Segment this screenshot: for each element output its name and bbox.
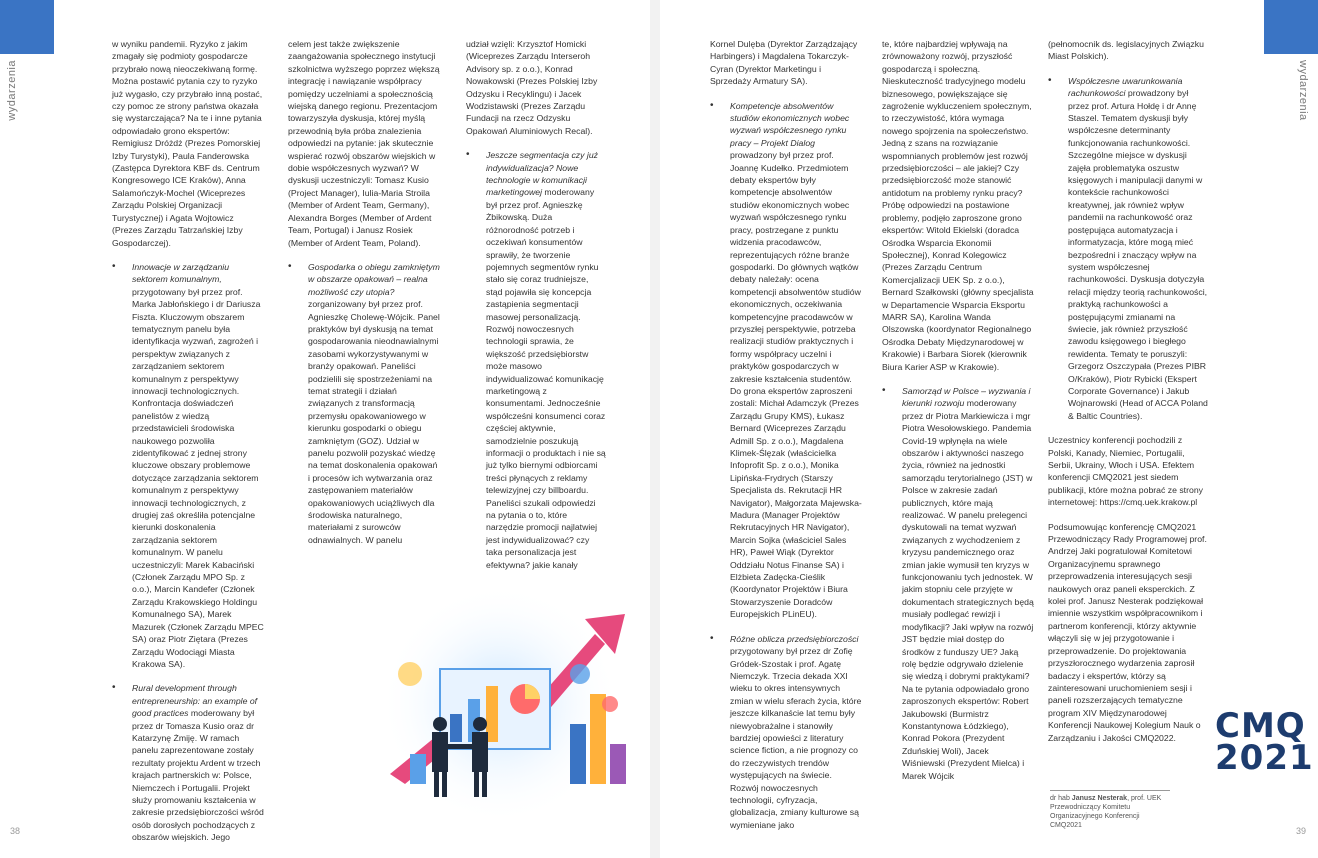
paragraph: Kornel Dulęba (Dyrektor Zarządzający Harbingers) i Magdalena Tokarczyk-Cyran (Dyrektor Marketingu i Sprzedaży Armatury SA). — [710, 39, 858, 87]
bullet-text: moderowany był przez prof. Agnieszkę Żbikowską. Duża różnorodność potrzeb i oczekiwań konsumentów sprawiły, że tworzenie pojemnych segmentów rynku stało się coraz trudniejsze, stąd pojawiła się koncepcja zastąpienia segmentacji masowej personalizacją. Rozwój nowoczesnych technologii sprawia, że większość przedsiębiorstw może masowo indywidualizować komunikację marketingową z konsumentami. Jednocześnie współcześni konsumenci coraz częściej aktywnie, samodzielnie poszukują informacji o produktach i nie są już tylko biernymi odbiorcami treści płynących z reklamy telewizyjnej czy billboardu. Paneliści szukali odpowiedzi na pytania o to, które narzędzie promocji najlatwiej jest indywidualizować? czy taka personalizacja jest efektywna? jakie kanały — [486, 187, 606, 570]
paragraph: te, które najbardziej wpływają na zrównoważony rozwój, przyszłość gospodarczą i społeczną. Nieskuteczność tradycyjnego modelu biznesowego, powiększające się zagrożenie wykluczeniem społecznym, to rzeczywistość, która wymaga nowego spojrzenia na społeczeństwo. Jedną z szans na rozwiązanie wspomnianych problemów jest rozwój przedsiębiorczości – ale jakiej? Czy przedsiębiorczość może stanowić antidotum na problemy rynku pracy? Próbę odpowiedzi na postawione problemy, podjęło zaproszone grono ekspertów: Witold Ekielski (doradca Ośrodka Wsparcia Ekonomii Społecznej), Konrad Kolegowicz (Prezes Zarządu Centrum Komercjalizacji UEK Sp. z o.o.), Bernard Szałkowski (główny specjalista w Departamencie Wsparcia Eksportu MARR SA), Karolina Wanda Olszowska (koordynator Regionalnego Ośrodka Debaty Międzynarodowej w Krakowie) i Barbara Siorek (kierownik Biura Karier ASP w Krakowie). — [882, 39, 1034, 372]
bullet-item — [288, 261, 440, 546]
bullet-item — [1048, 75, 1208, 422]
bullet-title: Współczesne uwarunkowania rachunkowości — [1068, 75, 1183, 99]
section-label-left: wydarzenia — [6, 60, 18, 121]
logo-line-2: 2021 — [1215, 738, 1314, 778]
bullet-item — [882, 385, 1034, 782]
signature-name: Janusz Nesterak — [1071, 795, 1128, 802]
paragraph: udział wzięli: Krzysztof Homicki (Wiceprezes Zarządu Interseroh Advisory sp. z o.o.), Konrad Nowakowski (Prezes Polskiej Izby Odzysku i Recyklingu) i Jacek Wodzistawski (Prezes Zarządu Fundacji na rzecz Odzysku Opakowań Aluminiowych Recal). — [466, 39, 598, 136]
business-illustration — [350, 574, 650, 824]
cmq-2021-logo — [1215, 706, 1314, 778]
bullet-text: moderowany był przez dr Tomasza Kusio oraz dr Katarzynę Żmiję. W ramach panelu zaprezentowane zostały rezultaty projektu Ardent w trzech krajach partnerskich w: Polsce, Niemczech i Portugalii. Projekt służy promowaniu kształcenia w zakresie przedsiębiorczości wśród osób dorosłych pochodzących z obszarów wiejskich. Jego — [132, 708, 264, 843]
text-column-2 — [288, 38, 440, 546]
paragraph: w wyniku pandemii. Ryzyko z jakim zmagały się podmioty gospodarcze przybrało nową nieoczekiwaną formę. Można postawić pytania czy to ryzyko już wygasło, czy przybrało inną postać, czy pomoc ze strony państwa okazała się wystarczająca? Na te i inne pytania odpowiadało grono ekspertów: Remigiusz Dróżdż (Prezes Pomorskiej Izby Turystyki), Paula Fanderowska (Zastępca Dyrektora KBF ds. Centrum Kongresowego ICE Kraków), Anna Salamończyk-Mochel (Wiceprezes Zarządu Polskiej Organizacji Turystycznej) i Agata Wojtowicz (Prezes Zarządu Tatrzańskiej Izby Gospodarczej). — [112, 39, 263, 248]
bullet-text: przygotowany był przez prof. Marka Jabłońskiego i dr Dariusza Fiszta. Kluczowym obszarem tematycznym panelu była identyfikacja wyzwań, zagrożeń i perspektyw związanych z zarządzaniem sektorem komunalnym z perspektywy innowacji technologicznych. Konfrontacja doświadczeń panelistów z wiedzą przedstawicieli środowiska naukowego pozwoliła zidentyfikować z jednej strony kluczowe obszary problemowe dotyczące zarządzania sektorem komunalnym z perspektywy innowacji technologicznych, z drugiej zaś określiła potencjalne kierunki doskonalenia zarządzania sektorem komunalnym. W panelu uczestniczyli: Marek Kabaciński (Członek Zarządu MPO Sp. z o.o.), Marcin Kandefer (Członek Zarządu Krakowskiego Holdingu Komunalnego SA), Marek Mazurek (Członek Zarządu MPEC SA) oraz Piotr Ziętara (Prezes Zarządu Wodociągi Miasta Krakowa SA). — [132, 286, 264, 669]
logo-line-1: CMQ — [1215, 706, 1306, 746]
section-label-right: wydarzenia — [1297, 60, 1309, 121]
paragraph: Podsumowując konferencję CMQ2021 Przewodniczący Rady Programowej prof. Andrzej Jaki pogratulował Komitetowi Organizacyjnemu sprawnego przeprowadzenia interesujących sesji naukowych oraz paneli eksperckich. Z kolei prof. Janusz Nesterak podziękował imiennie wszystkim współpracownikom i partnerom konferencji, którzy aktywnie włączyli się w jej przygotowanie i przeprowadzenie. Do projektowania przyszłorocznego wydarzenia zaprosił badaczy i ekspertów, którzy są zainteresowani uruchomieniem sesji i paneli rozszerzających tematyczne program XIV Międzynarodowej Konferencji Naukowej Kolegium Nauk o Zarządzaniu i Jakości CMQ2022. — [1048, 521, 1207, 743]
paragraph: (pełnomocnik ds. legislacyjnych Związku Miast Polskich). — [1048, 39, 1204, 62]
bullet-title: Jeszcze segmentacja czy już indywidualizacja? Nowe technologie w komunikacji marketingowej — [486, 150, 599, 198]
bullet-title: Gospodarka o obiegu zamkniętym w obszarze opakowań – realna możliwość czy utopia? — [308, 261, 440, 297]
bullet-text: moderowany przez dr Piotra Markiewicza i mgr Piotra Wesołowskiego. Pandemia Covid-19 wpłynęła na wiele obszarów i aktywności naszego życia, również na jednostki samorządu terytorialnego (JST) w Polsce w zakresie zadań publicznych, które mają realizować. W panelu prelegenci dyskutowali na temat wyzwań związanych z wychodzeniem z kryzysu pandemicznego oraz zmian jakie wymusił ten kryzys w funkcjonowaniu tych jednostek. W jakim stopniu cele przyjęte w dokumentach strategicznych będą musiały podlegać rewizji i modyfikacji? Jaki wpływ na rozwój JST będzie miał dostęp do środków z funduszy UE? Jaką rolę będzie odgrywało dzielenie się wiedzą i dobrymi praktykami? Na te pytania odpowiadało grono zaproszonych ekspertów: Robert Jakubowski (Burmistrz Konstantynowa Łódzkiego), Konrad Pokora (Prezydent Zduńskiej Woli), Jacek Wiśniewski (Prezydent Mielca) i Marek Wójcik — [902, 398, 1034, 781]
page-number-left: 38 — [10, 826, 21, 836]
bullet-title: Samorząd w Polsce – wyzwania i kierunki rozwoju — [902, 385, 1031, 409]
bullet-item — [710, 633, 862, 832]
text-column-5 — [882, 38, 1034, 782]
bullet-title: Różne oblicza przedsiębiorczości — [730, 633, 859, 644]
page-number-right: 39 — [1296, 826, 1307, 836]
bullet-text: prowadzony był przez prof. Joannę Kudełko. Przedmiotem debaty ekspertów były kompetencje absolwentów studiów ekonomicznych wobec wyzwań współczesnego rynku pracy, postrzegane z punktu widzenia pracodawców, reprezentujących różne branże gospodarki. Do głównych wątków debaty należały: ocena kompetencji absolwentów studiów ekonomicznych, oczekiwania kompetencyjne pracodawców w przyszłej perspektywie, potrzeba realizacji studiów praktycznych i formy współpracy uczelni i praktyków gospodarczych w zakresie kształcenia studentów. Do grona ekspertów zaproszeni zostali: Michał Adamczyk (Prezes Zarządu Grupy KMS), Łukasz Bernard (Wiceprezes Zarządu Admill Sp. z o.o.), Magdalena Klimek-Ślęzak (właścicielka Infoprofit Sp. z o.o.), Monika Lipińska-Frydrych (Starszy Specjalista ds. Rekrutacji HR Navigator), Małgorzata Majewska-Madura (Manager Projektów Rekrutacyjnych HR Navigator), Marcin Sojka (właściciel Sales HR), Paweł Wiąk (Dyrektor Oddziału Notus Finanse SA) i Elżbieta Zadęcka-Cieślik (Koordynator Projektów i Biura Stowarzyszenie Doradców Europejskich PLinEU). — [730, 150, 862, 620]
paragraph: celem jest także zwiększenie zaangażowania społecznego instytucji szkolnictwa wyższego poprzez większą integrację i nawiązanie współpracy pomiędzy uczelniami a społecznością wiejską danego regionu. Prezentacjom towarzyszyła dyskusja, której myślą przewodnią była próba znalezienia odpowiedzi na pytanie: jak skutecznie wspierać rozwój obszarów wiejskich w dobie współczesnych wyzwań? W dyskusji uczestniczyli: Tomasz Kusio (Project Manager), Iulia-Maria Stroila (Member of Ardent Team, Germany), Alexandra Borges (Member of Ardent Team, Portugal) i Janusz Rosiek (Member of Ardent Team, Poland). — [288, 39, 440, 248]
author-signature — [1050, 790, 1170, 830]
bullet-text: zorganizowany był przez prof. Agnieszkę Cholewę-Wójcik. Panel praktyków był dyskusją na temat gospodarowania nieodnawialnymi zasobami wykorzystywanymi w branży opakowań. Paneliści podzielili się spostrzeżeniami na temat strategii i działań związanych z transformacją przemysłu opakowaniowego w kierunku gospodarki o obiegu zamkniętym (GOZ). Udział w panelu pozwolił pozyskać wiedzę na temat doskonalenia opakowań i procesów ich wytwarzania oraz zastępowaniem materiałów opakowaniowych uciążliwych dla środowiska naturalnego, materiałami z surowców odnawialnych. W panelu — [308, 299, 440, 545]
bullet-title: Innowacje w zarządzaniu sektorem komunalnym, — [132, 261, 230, 285]
bullet-title: Rural development through entrepreneurship: an example of good practices — [132, 683, 258, 719]
bullet-text: prowadzony był przez prof. Artura Hołdę i dr Annę Staszel. Tematem dyskusji były współczesne determinanty funkcjonowania rachunkowości. Szczególne miejsce w dyskusji zajęła problematyka oszustw księgowych i manipulacji danymi w kontekście rachunkowości kreatywnej, jak również wpływ pandemii na rachunkowość oraz postępująca automatyzacja i informatyzacja, które mogą mieć bezpośredni i znaczący wpływ na system współczesnej rachunkowości. Dyskusja dotyczyła relacji między teorią rachunkowości, praktyką rachunkowości a postępującymi zmianami na świecie, jak również przyszłość zawodu księgowego i biegłego rewidenta. Tematy te poruszyli: Grzegorz Oszczypała (Prezes PIBR O/Kraków), Piotr Rybicki (Ekspert Corporate Governance) i Jakub Wojnarowski (Head of ACCA Poland & Baltic Countries). — [1068, 88, 1208, 421]
accent-tab-left — [0, 0, 54, 54]
text-column-4 — [710, 38, 862, 831]
page-gutter — [650, 0, 660, 858]
bullet-text: przygotowany był przez dr Zofię Gródek-Szostak i prof. Agatę Niemczyk. Trzecia dekada XXI wieku to okres intensywnych zmian w wielu sferach życia, które jeszcze kilkanaście lat temu były niewyobrażalne i stanowiły bardziej opowieści z literatury science fiction, a nie prognozy co do rzeczywistych trendów występujących na świecie. Rozwój nowoczesnych technologii, cyfryzacja, globalizacja, zmiany kulturowe są wymieniane jako — [730, 646, 862, 830]
bullet-item — [112, 261, 264, 670]
text-column-6 — [1048, 38, 1208, 744]
paragraph: Uczestnicy konferencji pochodzili z Polski, Kanady, Niemiec, Portugalii, Serbii, Ukrainy, Włoch i USA. Efektem konferencji CMQ2021 jest siedem publikacji, które można pobrać ze strony internetowej: https://cmq.uek.krakow.pl — [1048, 435, 1204, 508]
signature-role: , prof. UEK Przewodniczący Komitetu Organizacyjnego Konferencji CMQ2021 — [1050, 795, 1162, 829]
bullet-title: Kompetencje absolwentów studiów ekonomicznych wobec wyzwań współczesnego rynku pracy – Projekt Dialog — [730, 100, 850, 148]
bullet-item — [112, 682, 264, 843]
text-column-1 — [112, 38, 264, 844]
signature-prefix: dr hab — [1050, 795, 1072, 802]
bullet-item — [710, 100, 862, 621]
accent-tab-right — [1264, 0, 1318, 54]
screen-panel — [440, 669, 550, 749]
